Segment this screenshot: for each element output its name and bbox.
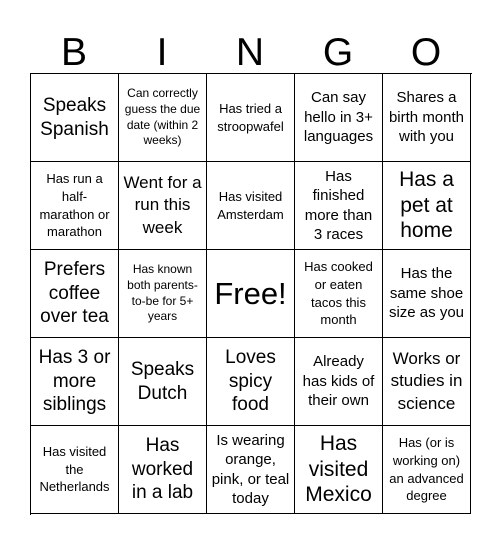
bingo-cell-text: Already has kids of their own bbox=[302, 353, 375, 410]
bingo-cell-text: Went for a run this week bbox=[123, 173, 202, 237]
bingo-cell-r3-c2[interactable] bbox=[207, 338, 295, 426]
bingo-cell-r3-c3[interactable] bbox=[295, 338, 383, 426]
bingo-cell-r2-c1[interactable] bbox=[119, 250, 207, 338]
bingo-cell-r3-c0[interactable] bbox=[31, 338, 119, 426]
bingo-cell-text: Speaks Spanish bbox=[40, 94, 109, 140]
bingo-cell-r4-c1[interactable] bbox=[119, 426, 207, 514]
bingo-cell-r4-c3[interactable] bbox=[295, 426, 383, 514]
bingo-cell-r4-c2[interactable] bbox=[207, 426, 295, 514]
bingo-cell-text: Has (or is working on) an advanced degree bbox=[389, 435, 464, 504]
bingo-cell-text: Has run a half-marathon or marathon bbox=[39, 171, 110, 240]
bingo-cell-r4-c4[interactable] bbox=[383, 426, 471, 514]
bingo-cell-text: Works or studies in science bbox=[390, 349, 463, 413]
bingo-cell-r1-c0[interactable] bbox=[31, 162, 119, 250]
bingo-cell-text: Has visited Mexico bbox=[305, 432, 372, 507]
bingo-cell-r0-c1[interactable] bbox=[119, 74, 207, 162]
bingo-cell-text: Loves spicy food bbox=[225, 346, 276, 416]
bingo-cell-r1-c2[interactable] bbox=[207, 162, 295, 250]
bingo-cell-r1-c1[interactable] bbox=[119, 162, 207, 250]
bingo-cell-text: Is wearing orange, pink, or teal today bbox=[211, 431, 290, 507]
bingo-cell-r0-c0[interactable] bbox=[31, 74, 119, 162]
bingo-cell-text: Has finished more than 3 races bbox=[304, 167, 373, 243]
header-letter-i: I bbox=[156, 30, 168, 74]
header-letter-b: B bbox=[60, 30, 87, 74]
bingo-cell-text: Can correctly guess the due date (within 2 weeks) bbox=[124, 86, 201, 148]
bingo-cell-text: Has known both parents-to-be for 5+ years bbox=[127, 262, 198, 324]
header-letter-g: G bbox=[322, 30, 354, 74]
bingo-cell-r1-c3[interactable] bbox=[295, 162, 383, 250]
bingo-cell-r4-c0[interactable] bbox=[31, 426, 119, 514]
bingo-cell-r2-c4[interactable] bbox=[383, 250, 471, 338]
bingo-cell-r3-c1[interactable] bbox=[119, 338, 207, 426]
header-letter-n: N bbox=[235, 30, 265, 74]
header-letter-o: O bbox=[410, 30, 442, 74]
bingo-cell-text: Has tried a stroopwafel bbox=[217, 100, 284, 134]
bingo-cell-r2-c0[interactable] bbox=[31, 250, 119, 338]
bingo-cell-text: Has visited the Netherlands bbox=[39, 444, 110, 495]
bingo-cell-text: Has a pet at home bbox=[399, 168, 454, 243]
bingo-cell-text: Has worked in a lab bbox=[131, 434, 194, 504]
bingo-cell-r0-c3[interactable] bbox=[295, 74, 383, 162]
bingo-cell-r2-c3[interactable] bbox=[295, 250, 383, 338]
bingo-cell-text: Speaks Dutch bbox=[130, 358, 195, 404]
bingo-cell-text: Has visited Amsterdam bbox=[217, 188, 284, 222]
free-space-text: Free! bbox=[214, 276, 287, 311]
bingo-cell-r0-c4[interactable] bbox=[383, 74, 471, 162]
bingo-cell-text: Can say hello in 3+ languages bbox=[303, 89, 374, 146]
bingo-cell-text: Has the same shoe size as you bbox=[388, 265, 465, 322]
bingo-board bbox=[30, 73, 472, 515]
bingo-header bbox=[30, 30, 470, 74]
bingo-cell-r3-c4[interactable] bbox=[383, 338, 471, 426]
bingo-cell-text: Prefers coffee over tea bbox=[40, 258, 109, 328]
bingo-cell-r1-c4[interactable] bbox=[383, 162, 471, 250]
bingo-cell-text: Has 3 or more siblings bbox=[38, 346, 111, 416]
bingo-cell-r0-c2[interactable] bbox=[207, 74, 295, 162]
bingo-cell-text: Has cooked or eaten tacos this month bbox=[304, 259, 373, 328]
bingo-cell-free[interactable] bbox=[207, 250, 295, 338]
bingo-cell-text: Shares a birth month with you bbox=[388, 89, 465, 146]
